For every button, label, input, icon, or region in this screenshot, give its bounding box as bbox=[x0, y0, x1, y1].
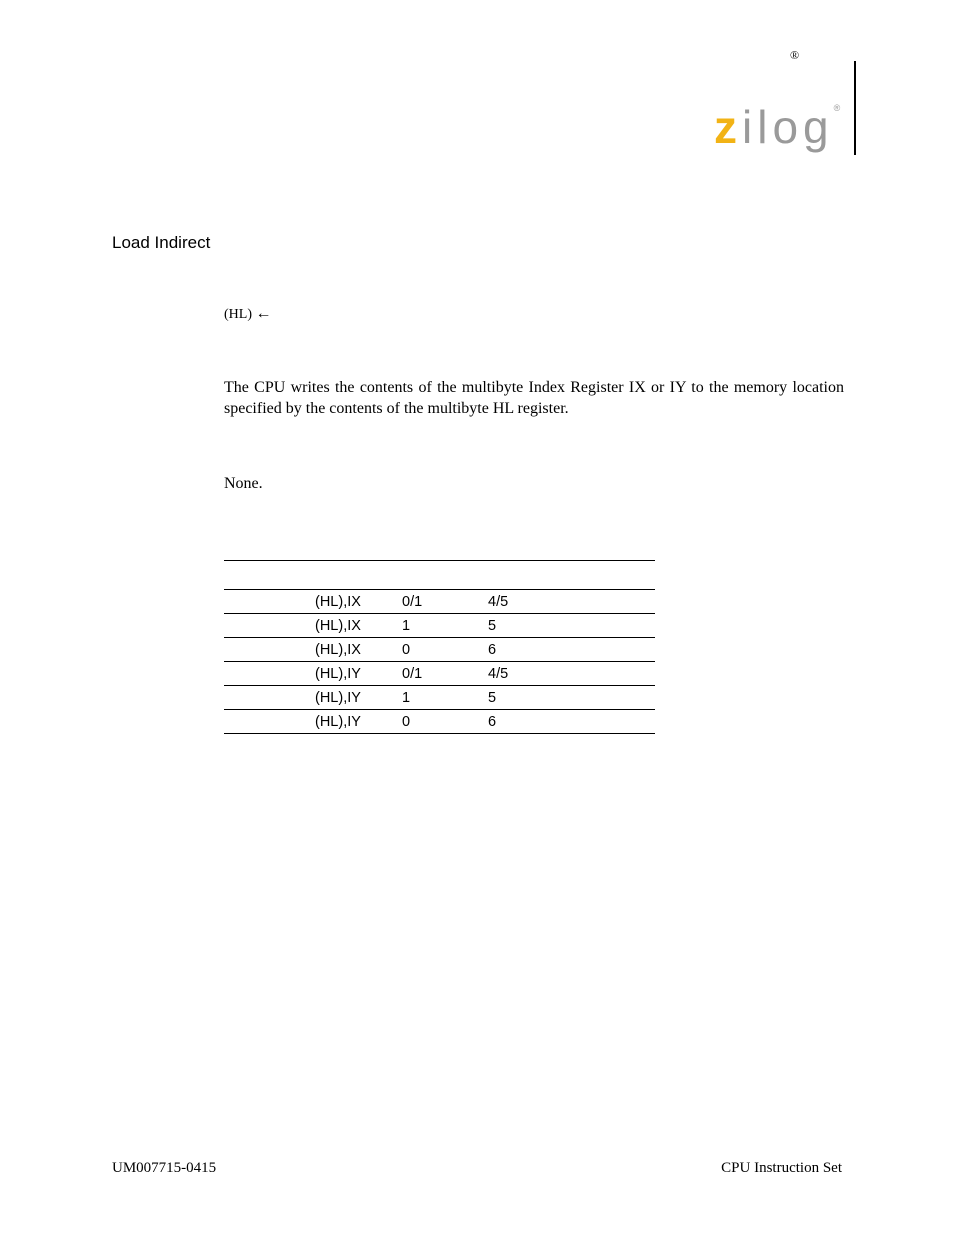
table-cell: 0/1 bbox=[402, 662, 488, 686]
footer-section-name: CPU Instruction Set bbox=[721, 1160, 842, 1176]
registered-mark: ® bbox=[790, 48, 800, 62]
table-cell: 1 bbox=[402, 614, 488, 638]
table-cell: 6 bbox=[488, 638, 655, 662]
table-cell bbox=[224, 590, 315, 614]
table-row bbox=[224, 590, 655, 614]
flags-text: None. bbox=[224, 475, 263, 492]
table-cell-operand: (HL),IY bbox=[315, 686, 402, 710]
table-cell bbox=[224, 686, 315, 710]
logo-z: z bbox=[714, 101, 742, 153]
table-cell: 4/5 bbox=[488, 662, 655, 686]
table-cell: 1 bbox=[402, 686, 488, 710]
logo-rest: ilog bbox=[742, 101, 834, 153]
table-row bbox=[224, 638, 655, 662]
footer-doc-number: UM007715-0415 bbox=[112, 1160, 217, 1176]
section-heading: Load Indirect bbox=[112, 233, 211, 252]
table-cell-operand: (HL),IY bbox=[315, 710, 402, 734]
operation-text: (HL) bbox=[224, 307, 252, 322]
table-cell: 0 bbox=[402, 638, 488, 662]
table-row bbox=[224, 614, 655, 638]
table-row bbox=[224, 710, 655, 734]
table-cell bbox=[224, 662, 315, 686]
table-cell bbox=[224, 710, 315, 734]
table-cell: 4/5 bbox=[488, 590, 655, 614]
instruction-table bbox=[224, 560, 655, 734]
table-cell: 0/1 bbox=[402, 590, 488, 614]
zilog-logo bbox=[714, 101, 841, 153]
table-cell: 5 bbox=[488, 614, 655, 638]
table-cell bbox=[224, 638, 315, 662]
operation-line bbox=[224, 305, 272, 323]
table-cell-operand: (HL),IX bbox=[315, 638, 402, 662]
table-cell: 6 bbox=[488, 710, 655, 734]
table-cell-operand: (HL),IY bbox=[315, 662, 402, 686]
table-cell-operand: (HL),IX bbox=[315, 614, 402, 638]
left-arrow-icon: ← bbox=[255, 305, 272, 322]
table-cell: 0 bbox=[402, 710, 488, 734]
description-paragraph: The CPU writes the contents of the multibyte Index Register IX or IY to the memory location specified by the contents of the multibyte HL register. bbox=[224, 379, 844, 417]
table-header-row bbox=[224, 561, 655, 590]
table-cell bbox=[224, 614, 315, 638]
table-row bbox=[224, 662, 655, 686]
logo-registered-mark: ® bbox=[833, 103, 841, 113]
header-divider bbox=[854, 61, 856, 155]
table-cell-operand: (HL),IX bbox=[315, 590, 402, 614]
table-row bbox=[224, 686, 655, 710]
table-cell: 5 bbox=[488, 686, 655, 710]
